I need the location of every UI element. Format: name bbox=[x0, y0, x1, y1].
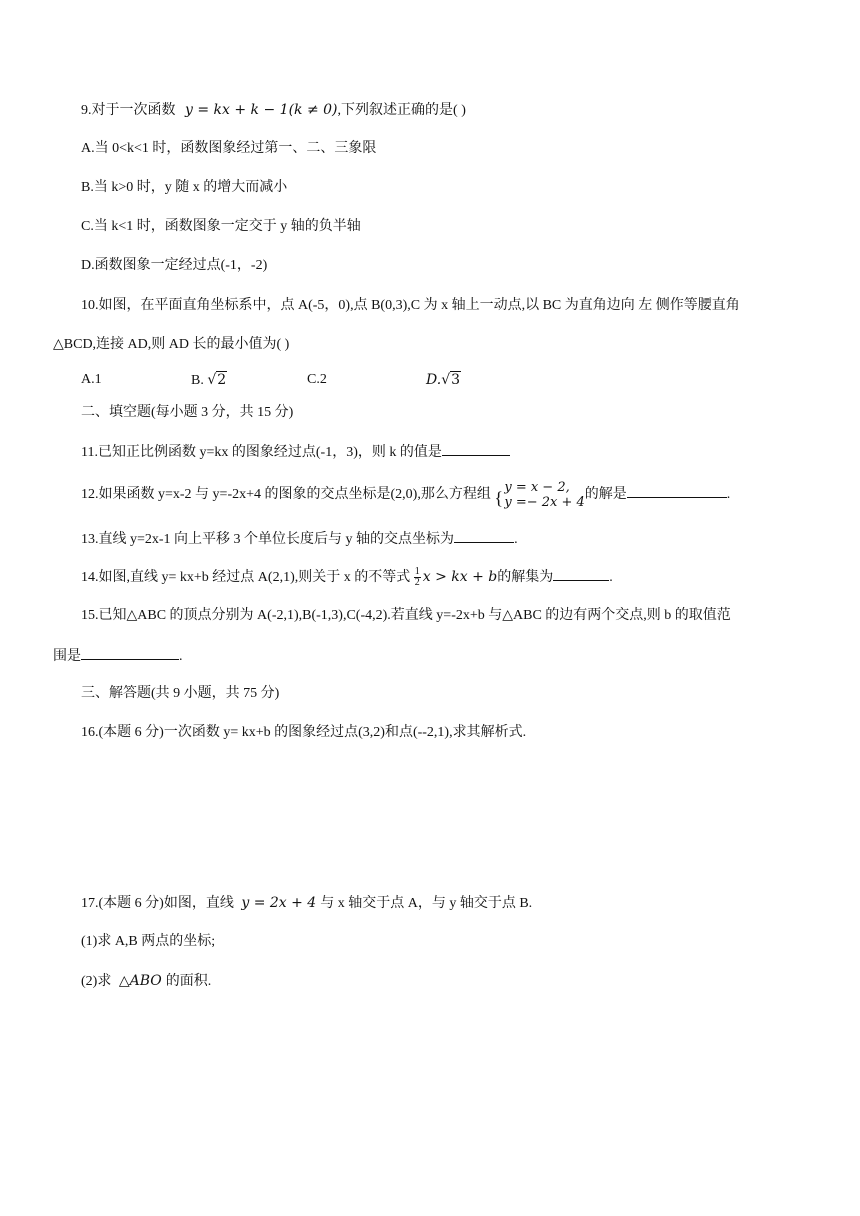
question-11 bbox=[81, 441, 510, 463]
question-9-stem bbox=[81, 100, 466, 121]
question-15-line1: 15.已知△ABC 的顶点分别为 A(-2,1),B(-1,3),C(-4,2).若直线 y=-2x+b 与△ABC 的边有两个交点,则 b 的取值范 bbox=[81, 608, 731, 623]
q10-option-b-radicand: 2 bbox=[217, 372, 227, 388]
q15-period: . bbox=[179, 649, 183, 664]
q13-text: 13.直线 y=2x-1 向上平移 3 个单位长度后与 y 轴的交点坐标为 bbox=[81, 532, 455, 547]
q14-text: 14.如图,直线 y= kx+b 经过点 A(2,1),则关于 x 的不等式 bbox=[81, 570, 411, 585]
q11-text: 11.已知正比例函数 y=kx 的图象经过点(-1，3)，则 k 的值是 bbox=[81, 445, 442, 460]
q9-stem-end: ,下列叙述正确的是( ) bbox=[337, 103, 466, 118]
q9-option-b: B.当 k>0 时，y 随 x 的增大而减小 bbox=[81, 180, 288, 195]
q17-part-2-end: 的面积. bbox=[165, 974, 212, 989]
section-fill-in-heading: 二、填空题(每小题 3 分，共 15 分) bbox=[81, 405, 294, 420]
q9-stem-text: 9.对于一次函数 bbox=[81, 103, 176, 118]
answer-blank bbox=[442, 441, 510, 456]
fraction-denominator: 2 bbox=[414, 577, 420, 589]
sqrt-symbol: √3 bbox=[441, 372, 461, 388]
q12-equation-1: y = x − 2, bbox=[504, 480, 570, 495]
q17-text: 17.(本题 6 分)如图，直线 bbox=[81, 896, 234, 911]
brace-symbol: { bbox=[494, 488, 503, 508]
triangle-abo: △ABO bbox=[118, 973, 162, 989]
q17-text-end: 与 x 轴交于点 A，与 y 轴交于点 B. bbox=[320, 896, 533, 911]
q12-text-end: 的解是 bbox=[584, 487, 627, 503]
q9-formula: y = kx + k − 1(k ≠ 0) bbox=[185, 102, 338, 118]
question-15-line2 bbox=[53, 645, 183, 667]
question-14 bbox=[81, 566, 613, 588]
q10-option-c: C.2 bbox=[307, 372, 327, 387]
q9-option-a: A.当 0<k<1 时，函数图象经过第一、二、三象限 bbox=[81, 141, 377, 156]
question-10-line2: △BCD,连接 AD,则 AD 长的最小值为( ) bbox=[53, 337, 290, 352]
q15-text: 围是 bbox=[53, 649, 81, 664]
equation-system bbox=[494, 480, 584, 510]
fraction-numerator: 1 bbox=[414, 566, 420, 578]
q12-text: 12.如果函数 y=x-2 与 y=-2x+4 的图象的交点坐标是(2,0),那么方程组 bbox=[81, 487, 491, 503]
question-16: 16.(本题 6 分)一次函数 y= kx+b 的图象经过点(3,2)和点(--2,1),求其解析式. bbox=[81, 725, 527, 740]
answer-blank bbox=[553, 566, 609, 581]
q10-option-d-radicand: 3 bbox=[451, 372, 461, 388]
q14-inequality: x > kx + b bbox=[422, 569, 498, 585]
q14-text-end: 的解集为 bbox=[497, 570, 554, 585]
answer-blank bbox=[454, 528, 514, 543]
q10-option-d bbox=[426, 370, 461, 391]
q12-equation-2: y =− 2x + 4 bbox=[504, 495, 585, 510]
question-17 bbox=[81, 893, 532, 914]
q13-period: . bbox=[514, 532, 518, 547]
section-solutions-heading: 三、解答题(共 9 小题，共 75 分) bbox=[81, 686, 280, 701]
answer-blank bbox=[81, 645, 179, 660]
q17-formula: y = 2x + 4 bbox=[241, 895, 317, 911]
sqrt-symbol: √2 bbox=[207, 372, 227, 388]
q17-part-2-text: (2)求 bbox=[81, 974, 112, 989]
q14-period: . bbox=[609, 570, 613, 585]
q17-part-2 bbox=[81, 971, 211, 992]
q9-option-c: C.当 k<1 时，函数图象一定交于 y 轴的负半轴 bbox=[81, 219, 361, 234]
question-12 bbox=[81, 480, 730, 510]
fraction bbox=[414, 567, 421, 588]
q17-part-1: (1)求 A,B 两点的坐标; bbox=[81, 934, 216, 949]
answer-blank bbox=[627, 483, 727, 498]
question-13 bbox=[81, 528, 518, 550]
q10-option-d-label: D. bbox=[426, 372, 442, 388]
q12-period: . bbox=[726, 487, 731, 503]
q9-option-d: D.函数图象一定经过点(-1，-2) bbox=[81, 258, 268, 273]
q10-option-a: A.1 bbox=[81, 372, 102, 387]
q10-option-b bbox=[191, 370, 227, 391]
q10-option-b-label: B. bbox=[191, 373, 204, 388]
question-10-line1: 10.如图，在平面直角坐标系中，点 A(-5，0),点 B(0,3),C 为 x 轴上一动点,以 BC 为直角边向 左 侧作等腰直角 bbox=[81, 298, 740, 313]
